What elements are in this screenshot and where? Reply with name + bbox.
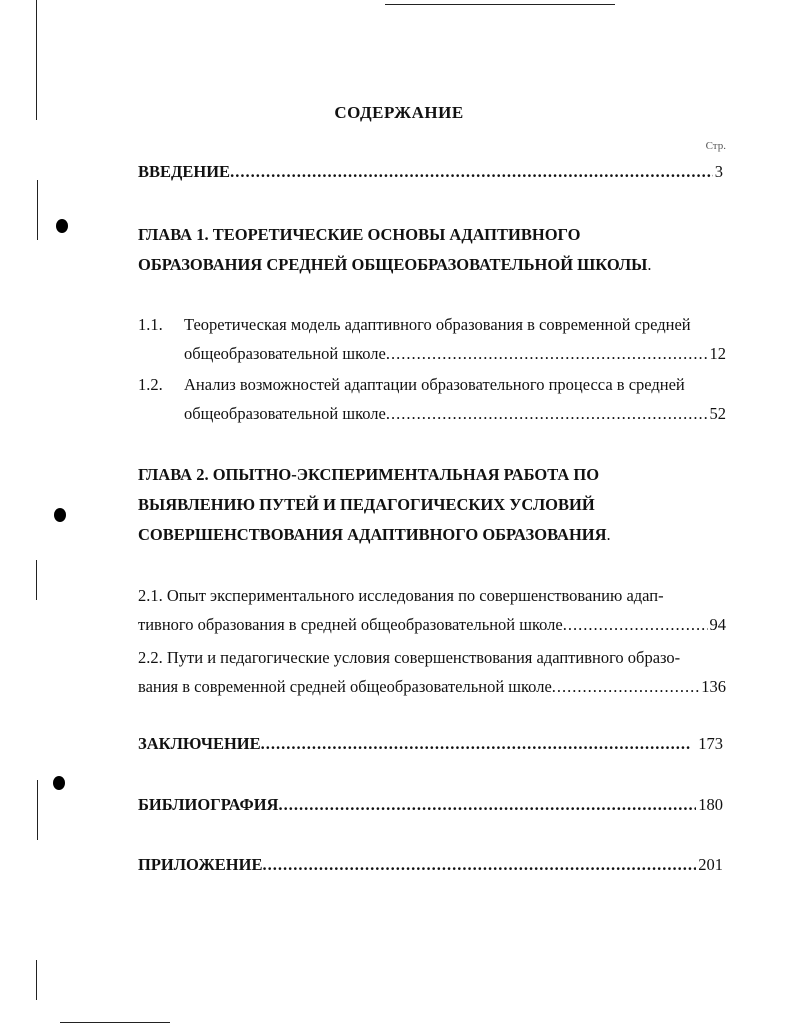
section-title-line: Анализ возможностей адаптации образовательного процесса в средней — [184, 375, 685, 394]
toc-entry-intro[interactable] — [138, 162, 723, 186]
toc-entry-label: ЗАКЛЮЧЕНИЕ — [138, 734, 261, 753]
chapter-1-heading[interactable] — [138, 220, 738, 280]
toc-page-number: 94 — [709, 615, 726, 634]
section-title-line: общеобразовательной школе — [184, 404, 386, 423]
toc-entry-conclusion[interactable] — [138, 734, 723, 758]
binding-hole — [56, 219, 68, 233]
toc-entry-appendix[interactable] — [138, 855, 723, 879]
scan-margin-line — [37, 780, 38, 840]
toc-page-number: 52 — [709, 404, 726, 423]
section-title-line: Теоретическая модель адаптивного образования в современной средней — [184, 315, 691, 334]
section-title-line: тивного образования в средней общеобразовательной школе — [138, 615, 563, 634]
scan-top-line — [385, 4, 615, 5]
scan-margin-line — [36, 560, 37, 600]
page-column-label: Стр. — [705, 140, 726, 152]
toc-page-number: 173 — [698, 734, 723, 753]
toc-page-number: 136 — [701, 677, 726, 696]
scan-bottom-line — [60, 1022, 170, 1023]
binding-hole — [54, 508, 66, 522]
toc-entry-label: ВВЕДЕНИЕ — [138, 162, 231, 181]
chapter-heading-line: ГЛАВА 2. ОПЫТНО-ЭКСПЕРИМЕНТАЛЬНАЯ РАБОТА ПО — [138, 465, 600, 484]
dot-leader — [386, 399, 708, 429]
dot-leader — [552, 672, 699, 702]
scan-margin-line — [36, 0, 37, 120]
section-title-line: вания в современной средней общеобразовательной школе — [138, 677, 552, 696]
dot-leader — [261, 734, 691, 754]
toc-entry-label: БИБЛИОГРАФИЯ — [138, 795, 279, 814]
scan-margin-line — [36, 960, 37, 1000]
dot-leader — [563, 610, 708, 640]
dot-leader — [262, 855, 696, 875]
toc-entry-bibliography[interactable] — [138, 795, 723, 819]
scan-margin-line — [37, 180, 38, 240]
chapter-heading-line: СОВЕРШЕНСТВОВАНИЯ АДАПТИВНОГО ОБРАЗОВАНИЯ . — [138, 520, 738, 550]
section-title-line: 2.1. Опыт экспериментального исследования по совершенствованию адап- — [138, 586, 664, 605]
chapter-2-heading[interactable] — [138, 460, 738, 550]
page-title: СОДЕРЖАНИЕ — [334, 103, 464, 122]
section-number: 1.2. — [138, 375, 163, 394]
binding-hole — [53, 776, 65, 790]
section-title-line: общеобразовательной школе — [184, 344, 386, 363]
dot-leader — [386, 339, 708, 369]
toc-page-number: 3 — [714, 162, 723, 181]
dot-leader — [230, 162, 713, 182]
section-number: 1.1. — [138, 315, 163, 334]
toc-page-number: 180 — [698, 795, 723, 814]
chapter-heading-line: ГЛАВА 1. ТЕОРЕТИЧЕСКИЕ ОСНОВЫ АДАПТИВНОГО — [138, 225, 581, 244]
toc-page-number: 201 — [698, 855, 723, 874]
section-title-line: 2.2. Пути и педагогические условия совершенствования адаптивного образо- — [138, 648, 681, 667]
toc-page-number: 12 — [709, 344, 726, 363]
dot-leader — [278, 795, 696, 815]
chapter-heading-line: ВЫЯВЛЕНИЮ ПУТЕЙ И ПЕДАГОГИЧЕСКИХ УСЛОВИЙ — [138, 495, 595, 514]
chapter-heading-line: ОБРАЗОВАНИЯ СРЕДНЕЙ ОБЩЕОБРАЗОВАТЕЛЬНОЙ ШКОЛЫ . — [138, 250, 738, 280]
toc-entry-label: ПРИЛОЖЕНИЕ — [138, 855, 263, 874]
